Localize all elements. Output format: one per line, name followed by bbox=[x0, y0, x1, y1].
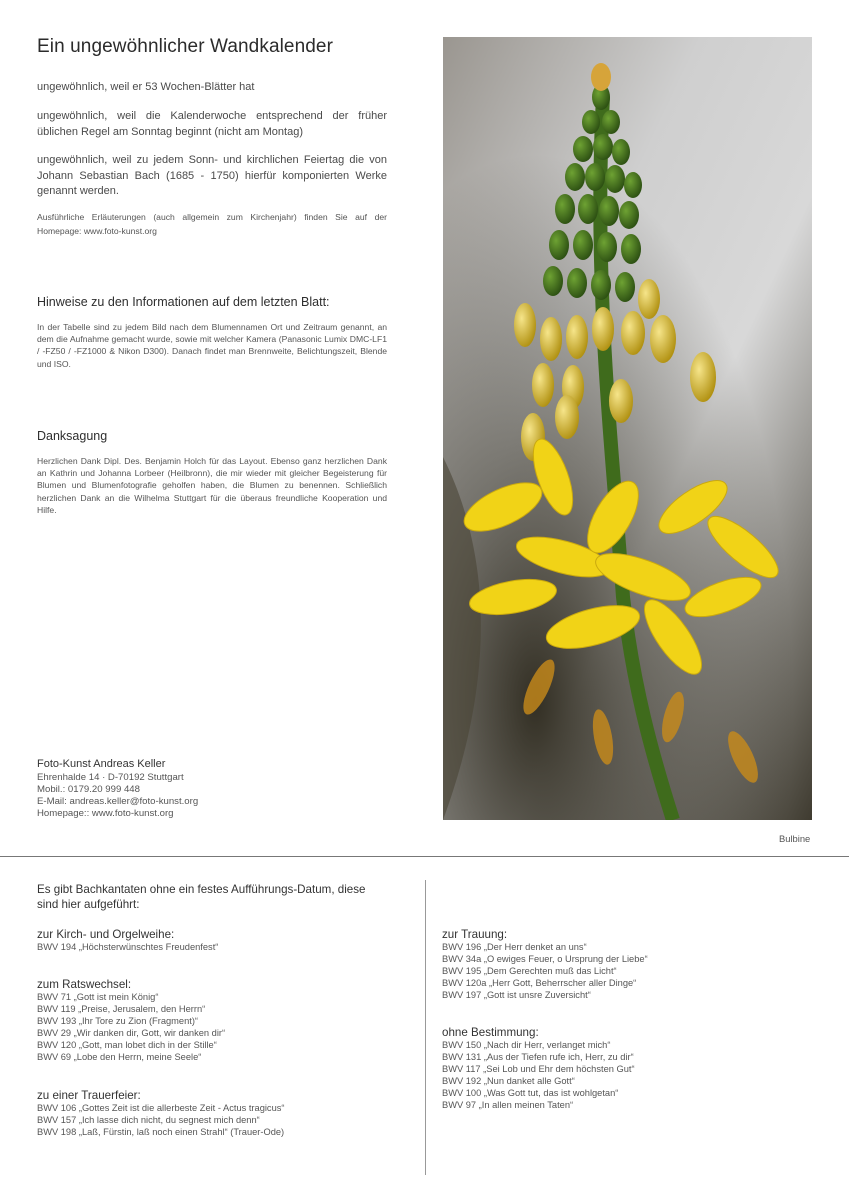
cantatas-intro: Es gibt Bachkantaten ohne ein festes Aufführungs-Datum, diese sind hier aufgeführt: bbox=[37, 883, 366, 911]
list-item: BWV 119 „Preise, Jerusalem, den Herrn“ bbox=[37, 1004, 206, 1015]
list-item: BWV 106 „Gottes Zeit ist die allerbeste Zeit - Actus tragicus“ bbox=[37, 1103, 285, 1113]
thanks-text: Herzlichen Dank Dipl. Des. Benjamin Holch für das Layout. Ebenso ganz herzlichen Dank an Kathrin und Johanna Lorbeer (Heilbronn), die mir wieder mit gleicher Begeisterung für Blumen und Blumenfotografie geholfen haben, die Blumen zu benennen. Schließlich herzlichen Dank an die Wilhelma Stuttgart für die überaus freundliche Kooperation und Hilfe. bbox=[37, 456, 387, 515]
photo-caption: Bulbine bbox=[779, 833, 811, 844]
section-title: zur Kirch- und Orgelweihe: bbox=[37, 928, 175, 941]
list-item: BWV 69 „Lobe den Herrn, meine Seele“ bbox=[37, 1052, 202, 1063]
column-divider bbox=[425, 880, 426, 1175]
list-item: BWV 117 „Sei Lob und Ehr dem höchsten Gut“ bbox=[442, 1064, 635, 1075]
page-title: Ein ungewöhnlicher Wandkalender bbox=[37, 36, 334, 57]
list-item: BWV 157 „Ich lasse dich nicht, du segnest mich denn“ bbox=[37, 1115, 260, 1126]
section-wedding bbox=[442, 928, 648, 1001]
section-organ-consecration bbox=[37, 928, 218, 953]
section-title: ohne Bestimmung: bbox=[442, 1026, 539, 1039]
horizontal-divider bbox=[0, 856, 849, 857]
contact-address: Ehrenhalde 14 · D-70192 Stuttgart bbox=[37, 772, 184, 783]
details-note: Ausführliche Erläuterungen (auch allgemein zum Kirchenjahr) finden Sie auf der Homepage: www.foto-kunst.org bbox=[37, 212, 387, 236]
contact-homepage: Homepage:: www.foto-kunst.org bbox=[37, 808, 174, 819]
list-item: BWV 195 „Dem Gerechten muß das Licht“ bbox=[442, 966, 617, 977]
list-item: BWV 196 „Der Herr denket an uns“ bbox=[442, 942, 587, 952]
intro-line-1: ungewöhnlich, weil er 53 Wochen-Blätter hat bbox=[37, 81, 255, 93]
contact-name: Foto-Kunst Andreas Keller bbox=[37, 758, 166, 770]
section-title: zum Ratswechsel: bbox=[37, 978, 132, 991]
list-item: BWV 192 „Nun danket alle Gott“ bbox=[442, 1076, 575, 1087]
contact-email: E-Mail: andreas.keller@foto-kunst.org bbox=[37, 796, 199, 807]
intro-line-3: ungewöhnlich, weil zu jedem Sonn- und kirchlichen Feiertag die von Johann Sebastian Bach (1685 - 1750) hierfür komponierten Werke genannt werden. bbox=[37, 154, 387, 197]
list-item: BWV 150 „Nach dir Herr, verlanget mich“ bbox=[442, 1040, 611, 1050]
list-item: BWV 197 „Gott ist unsre Zuversicht“ bbox=[442, 990, 591, 1001]
list-item: BWV 34a „O ewiges Feuer, o Ursprung der Liebe“ bbox=[442, 954, 648, 965]
list-item: BWV 100 „Was Gott tut, das ist wohlgetan“ bbox=[442, 1088, 619, 1099]
list-item: BWV 29 „Wir danken dir, Gott, wir danken dir“ bbox=[37, 1028, 226, 1039]
list-item: BWV 194 „Höchsterwünschtes Freudenfest“ bbox=[37, 942, 219, 952]
list-item: BWV 198 „Laß, Fürstin, laß noch einen Strahl“ (Trauer-Ode) bbox=[37, 1127, 285, 1138]
contact-mobile: Mobil.: 0179.20 999 448 bbox=[37, 784, 140, 795]
hints-heading: Hinweise zu den Informationen auf dem letzten Blatt: bbox=[37, 295, 330, 309]
flower-photo bbox=[443, 37, 812, 820]
section-council-change bbox=[37, 978, 225, 1064]
list-item: BWV 193 „Ihr Tore zu Zion (Fragment)“ bbox=[37, 1016, 199, 1027]
section-title: zur Trauung: bbox=[442, 928, 508, 941]
section-funeral bbox=[37, 1089, 285, 1138]
list-item: BWV 120 „Gott, man lobet dich in der Stille“ bbox=[37, 1040, 217, 1051]
list-item: BWV 97 „In allen meinen Taten“ bbox=[442, 1100, 574, 1111]
hints-text: In der Tabelle sind zu jedem Bild nach dem Blumennamen Ort und Zeitraum genannt, an dem die Aufnahme gemacht wurde, sowie mit welcher Kamera (Panasonic Lumix DMC-LF1 / -FZ50 / -FZ1000 & Nikon D300). Danach findet man Brennweite, Belichtungszeit, Blende und ISO. bbox=[37, 322, 387, 369]
list-item: BWV 120a „Herr Gott, Beherrscher aller Dinge“ bbox=[442, 978, 637, 989]
section-title: zu einer Trauerfeier: bbox=[37, 1089, 141, 1102]
list-item: BWV 131 „Aus der Tiefen rufe ich, Herr, zu dir“ bbox=[442, 1052, 634, 1063]
thanks-heading: Danksagung bbox=[37, 429, 108, 443]
intro-line-2: ungewöhnlich, weil die Kalenderwoche entsprechend der früher üblichen Regel am Sonntag beginnt (nicht am Montag) bbox=[37, 110, 387, 138]
list-item: BWV 71 „Gott ist mein König“ bbox=[37, 992, 159, 1002]
section-no-purpose bbox=[442, 1026, 635, 1112]
